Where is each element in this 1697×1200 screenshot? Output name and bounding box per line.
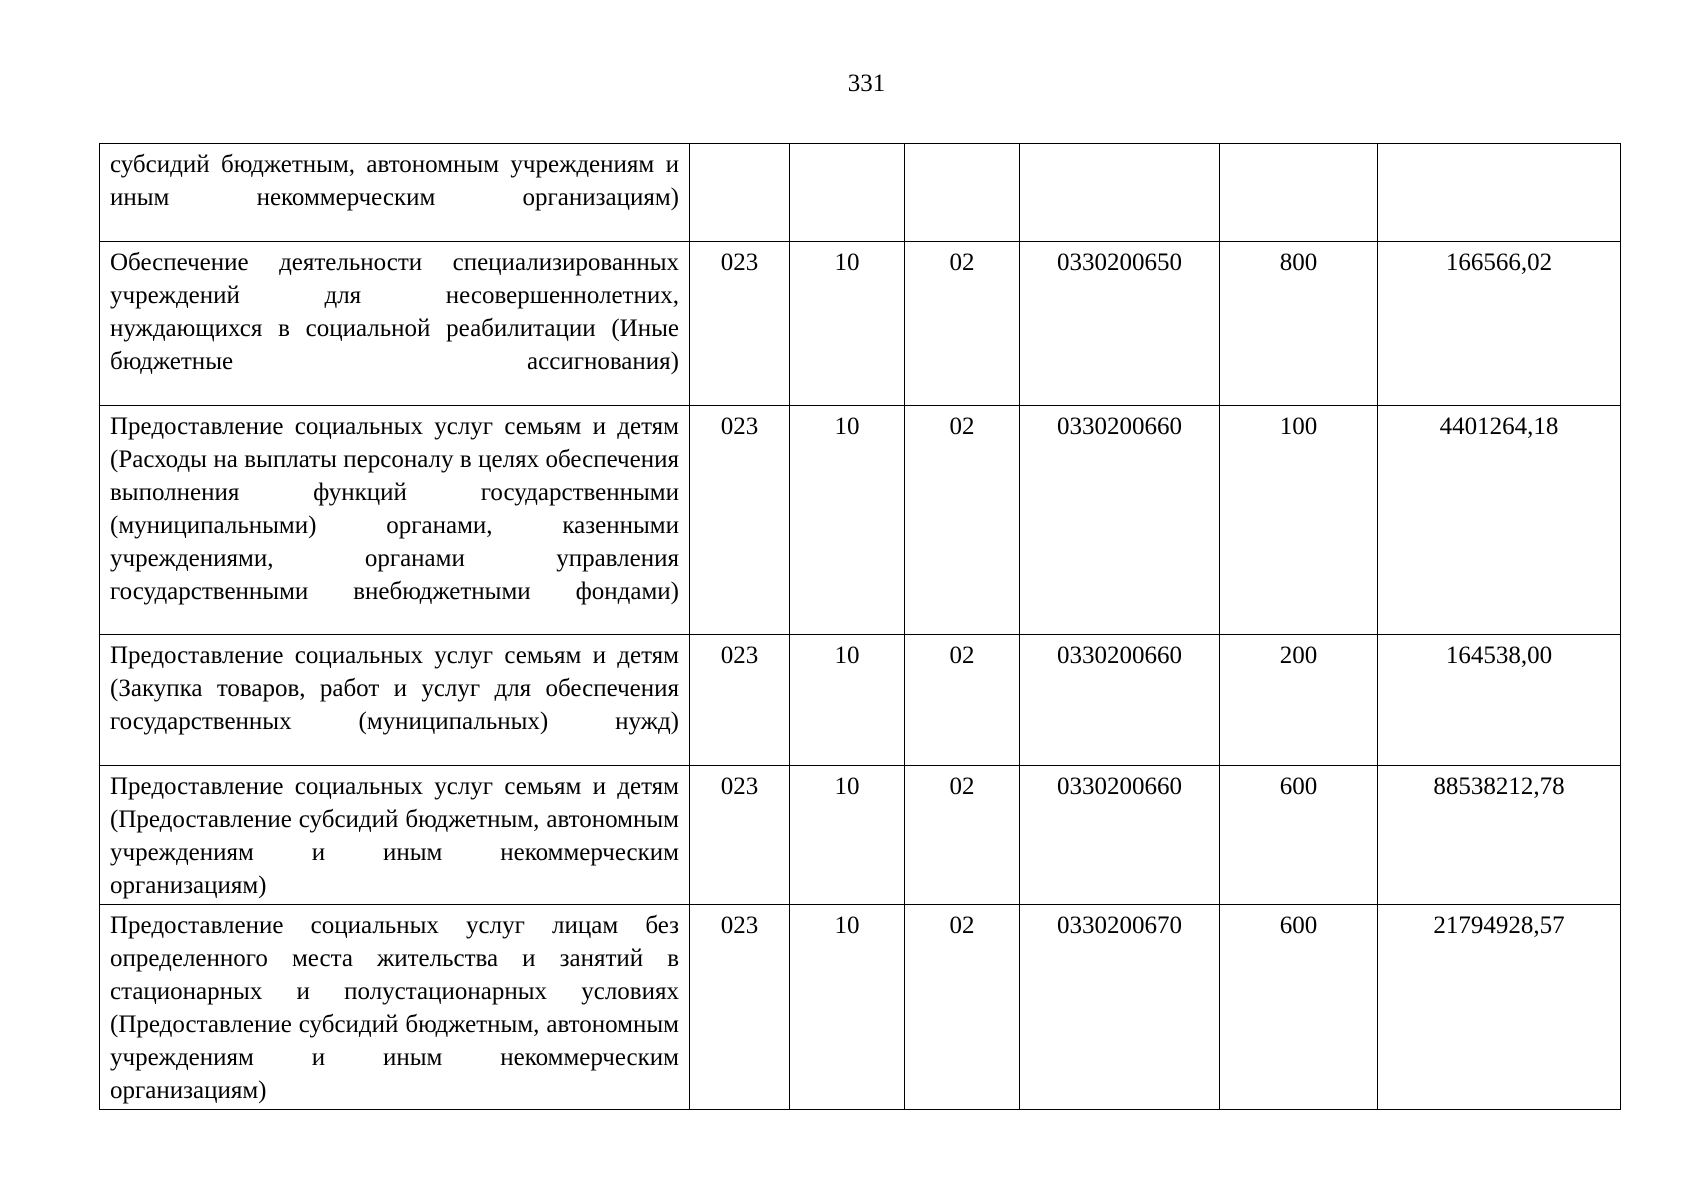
target-article-code: 0330200660 [1020,635,1220,766]
target-article-code: 0330200670 [1020,905,1220,1110]
section-code [790,144,905,242]
subsection-code: 02 [905,766,1020,905]
grbs-code [690,144,790,242]
table-row [100,905,1621,1110]
target-article-code [1020,144,1220,242]
row-description: Обеспечение деятельности специализированных учреждений для несовершеннолетних, нуждающихся в социальной реабилитации (Иные бюджетные ассигнования) [100,242,690,406]
section-code: 10 [790,406,905,635]
amount: 21794928,57 [1378,905,1621,1110]
amount: 166566,02 [1378,242,1621,406]
table-row [100,406,1621,635]
grbs-code: 023 [690,242,790,406]
expense-type-code: 600 [1220,905,1378,1110]
expense-type-code: 200 [1220,635,1378,766]
section-code: 10 [790,242,905,406]
table-row [100,766,1621,905]
expense-type-code: 600 [1220,766,1378,905]
grbs-code: 023 [690,766,790,905]
subsection-code: 02 [905,242,1020,406]
row-description: Предоставление социальных услуг семьям и детям (Предоставление субсидий бюджетным, автономным учреждениям и иным некоммерческим организациям) [100,766,690,905]
section-code: 10 [790,766,905,905]
subsection-code [905,144,1020,242]
expense-type-code [1220,144,1378,242]
expense-type-code: 100 [1220,406,1378,635]
amount: 88538212,78 [1378,766,1621,905]
row-description: Предоставление социальных услуг лицам без определенного места жительства и занятий в стационарных и полустационарных условиях (Предоставление субсидий бюджетным, автономным учреждениям и иным некоммерческим организациям) [100,905,690,1110]
subsection-code: 02 [905,406,1020,635]
table-row [100,144,1621,242]
table-row [100,242,1621,406]
amount [1378,144,1621,242]
row-description: субсидий бюджетным, автономным учреждениям и иным некоммерческим организациям) [100,144,690,242]
grbs-code: 023 [690,635,790,766]
expense-type-code: 800 [1220,242,1378,406]
target-article-code: 0330200660 [1020,766,1220,905]
row-description: Предоставление социальных услуг семьям и детям (Расходы на выплаты персоналу в целях обеспечения выполнения функций государственными (муниципальными) органами, казенными учреждениями, органами управления государственными внебюджетными фондами) [100,406,690,635]
amount: 164538,00 [1378,635,1621,766]
page-number: 331 [847,70,886,97]
section-code: 10 [790,905,905,1110]
target-article-code: 0330200660 [1020,406,1220,635]
grbs-code: 023 [690,406,790,635]
row-description: Предоставление социальных услуг семьям и детям (Закупка товаров, работ и услуг для обеспечения государственных (муниципальных) нужд) [100,635,690,766]
subsection-code: 02 [905,635,1020,766]
target-article-code: 0330200650 [1020,242,1220,406]
section-code: 10 [790,635,905,766]
budget-table [99,143,1621,1110]
table-row [100,635,1621,766]
grbs-code: 023 [690,905,790,1110]
amount: 4401264,18 [1378,406,1621,635]
subsection-code: 02 [905,905,1020,1110]
